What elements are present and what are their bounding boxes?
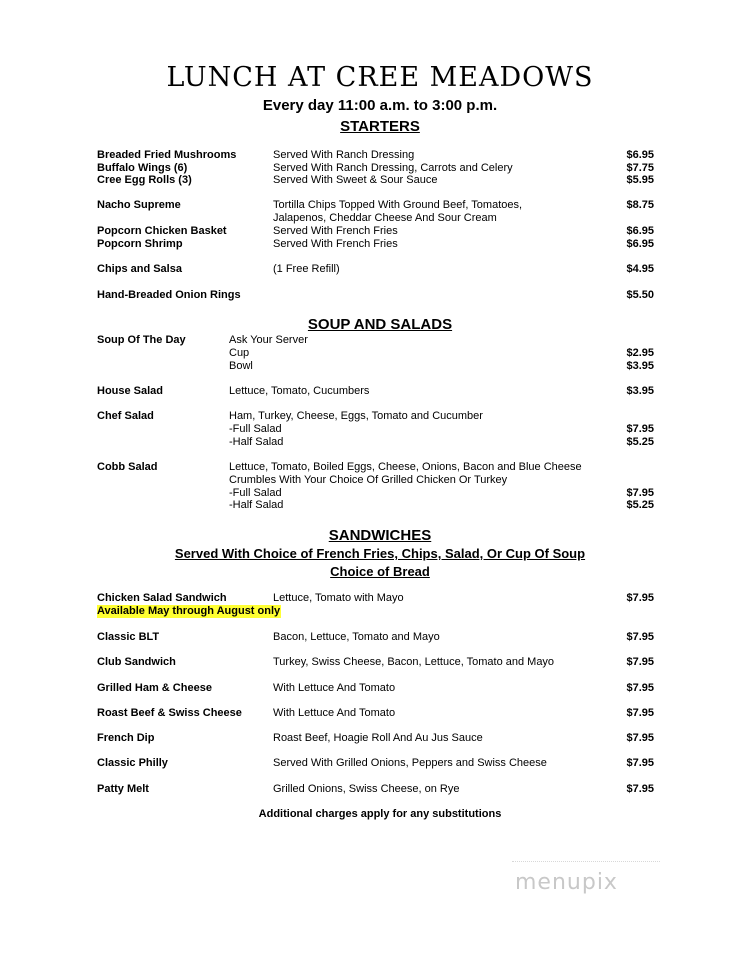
- item-option: -Full Salad: [229, 423, 282, 435]
- hours-line: Every day 11:00 a.m. to 3:00 p.m.: [262, 97, 498, 114]
- item-desc: Tortilla Chips Topped With Ground Beef, Tomatoes,: [273, 199, 523, 211]
- item-desc-line2: Jalapenos, Cheddar Cheese And Sour Cream: [273, 212, 497, 224]
- item-price: $7.75: [626, 162, 654, 174]
- page-title: LUNCH AT CREE MEADOWS: [166, 62, 594, 93]
- item-option: -Full Salad: [229, 487, 282, 499]
- item-name: French Dip: [97, 732, 155, 744]
- item-price: $6.95: [626, 225, 654, 237]
- starters-heading: STARTERS: [340, 118, 420, 135]
- item-price: $7.95: [626, 592, 654, 604]
- watermark-logo: menupix: [515, 870, 618, 895]
- bread-line: Choice of Bread: [330, 564, 430, 579]
- item-name: Nacho Supreme: [97, 199, 181, 211]
- item-desc: Served With Ranch Dressing, Carrots and Celery: [273, 162, 513, 174]
- item-name: Chips and Salsa: [97, 263, 182, 275]
- item-desc: Served With Grilled Onions, Peppers and Swiss Cheese: [273, 757, 547, 769]
- item-name: Roast Beef & Swiss Cheese: [97, 707, 242, 719]
- served-with-line: Served With Choice of French Fries, Chips, Salad, Or Cup Of Soup: [174, 546, 586, 561]
- watermark-divider: [512, 861, 660, 862]
- item-desc: Lettuce, Tomato with Mayo: [273, 592, 404, 604]
- item-desc: With Lettuce And Tomato: [273, 707, 396, 719]
- item-price: $7.95: [626, 682, 654, 694]
- item-name: Chicken Salad Sandwich: [97, 592, 227, 604]
- soups-heading: SOUP AND SALADS: [307, 316, 453, 333]
- item-desc: Roast Beef, Hoagie Roll And Au Jus Sauce: [273, 732, 483, 744]
- item-name: Cree Egg Rolls (3): [97, 174, 192, 186]
- item-desc-line2: Crumbles With Your Choice Of Grilled Chicken Or Turkey: [229, 474, 508, 486]
- item-desc: Ham, Turkey, Cheese, Eggs, Tomato and Cucumber: [229, 410, 483, 422]
- item-price: $7.95: [626, 423, 654, 435]
- sandwiches-heading: SANDWICHES: [328, 527, 432, 544]
- item-price: $5.25: [626, 499, 654, 511]
- item-price: $3.95: [626, 360, 654, 372]
- item-name: Chef Salad: [97, 410, 154, 422]
- item-price: $6.95: [626, 149, 654, 161]
- substitutions-note: Additional charges apply for any substitutions: [258, 808, 502, 820]
- item-price: $2.95: [626, 347, 654, 359]
- item-price: $5.50: [626, 289, 654, 301]
- item-name: House Salad: [97, 385, 164, 397]
- item-name: Breaded Fried Mushrooms: [97, 149, 237, 161]
- item-desc: Served With French Fries: [273, 225, 398, 237]
- item-option: Bowl: [229, 360, 253, 372]
- item-name: Grilled Ham & Cheese: [97, 682, 212, 694]
- item-option: -Half Salad: [229, 499, 284, 511]
- item-desc: Turkey, Swiss Cheese, Bacon, Lettuce, Tomato and Mayo: [273, 656, 555, 668]
- item-name: Classic BLT: [97, 631, 160, 643]
- item-name: Hand-Breaded Onion Rings: [97, 289, 241, 301]
- item-name: Classic Philly: [97, 757, 168, 769]
- item-desc: Ask Your Server: [229, 334, 308, 346]
- item-option: Cup: [229, 347, 250, 359]
- item-price: $7.95: [626, 783, 654, 795]
- item-price: $7.95: [626, 707, 654, 719]
- item-desc: Served With Ranch Dressing: [273, 149, 415, 161]
- item-price: $7.95: [626, 487, 654, 499]
- item-price: $4.95: [626, 263, 654, 275]
- item-price: $7.95: [626, 732, 654, 744]
- item-name: Cobb Salad: [97, 461, 158, 473]
- item-desc: (1 Free Refill): [273, 263, 340, 275]
- item-desc: Served With Sweet & Sour Sauce: [273, 174, 438, 186]
- item-price: $5.95: [626, 174, 654, 186]
- item-price: $6.95: [626, 238, 654, 250]
- item-price: $8.75: [626, 199, 654, 211]
- item-price: $7.95: [626, 757, 654, 769]
- item-desc: Bacon, Lettuce, Tomato and Mayo: [273, 631, 440, 643]
- item-desc: With Lettuce And Tomato: [273, 682, 396, 694]
- item-option: -Half Salad: [229, 436, 284, 448]
- item-desc: Lettuce, Tomato, Cucumbers: [229, 385, 370, 397]
- item-price: $7.95: [626, 631, 654, 643]
- availability-badge: Available May through August only: [97, 605, 281, 617]
- item-price: $7.95: [626, 656, 654, 668]
- item-name: Club Sandwich: [97, 656, 176, 668]
- item-name: Popcorn Chicken Basket: [97, 225, 227, 237]
- item-desc: Grilled Onions, Swiss Cheese, on Rye: [273, 783, 460, 795]
- item-name: Patty Melt: [97, 783, 149, 795]
- item-name: Buffalo Wings (6): [97, 162, 188, 174]
- item-price: $5.25: [626, 436, 654, 448]
- item-desc: Lettuce, Tomato, Boiled Eggs, Cheese, Onions, Bacon and Blue Cheese: [229, 461, 582, 473]
- item-desc: Served With French Fries: [273, 238, 398, 250]
- item-name: Soup Of The Day: [97, 334, 186, 346]
- item-name: Popcorn Shrimp: [97, 238, 183, 250]
- item-price: $3.95: [626, 385, 654, 397]
